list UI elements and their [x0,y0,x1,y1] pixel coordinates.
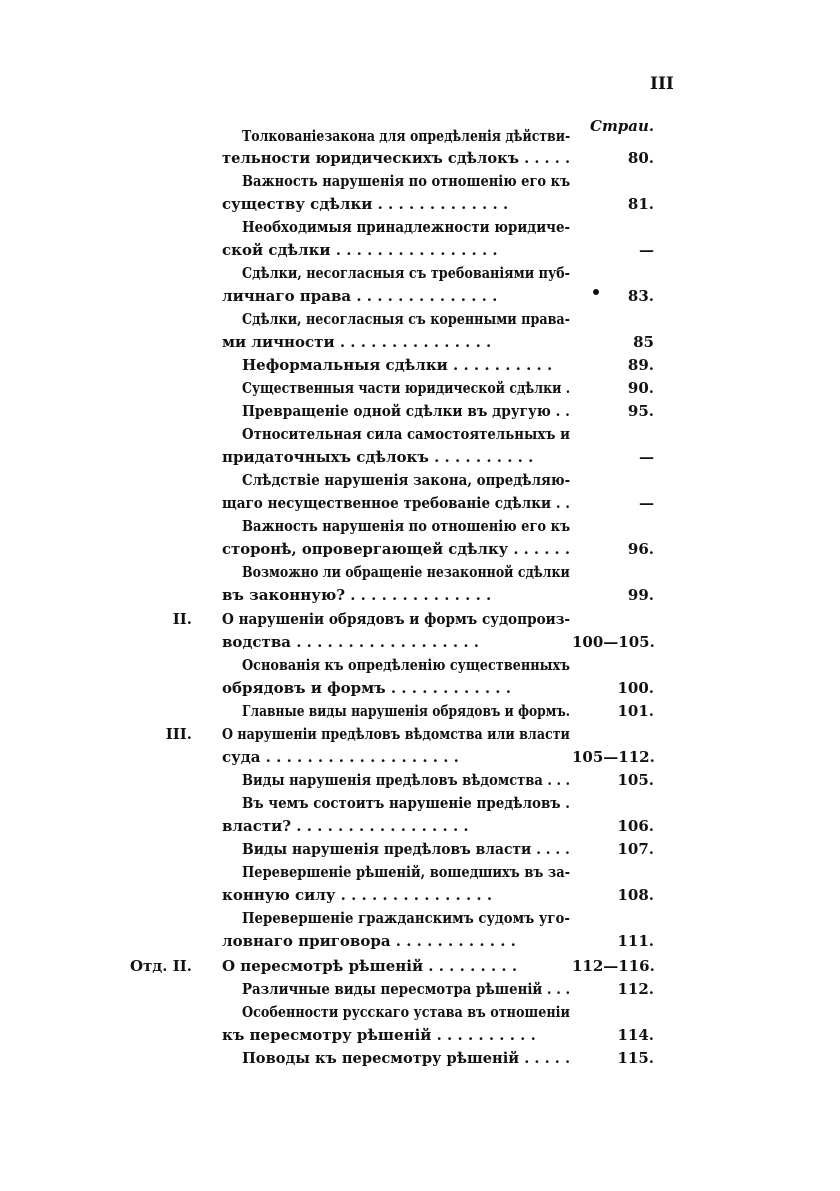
toc-entry [0,907,840,930]
toc-entry-text: личнаго права . . . . . . . . . . . . . . [222,287,498,305]
toc-page-number: 83. [627,287,654,305]
toc-section-number: Отд. II. [129,957,192,975]
toc-entry-text: Превращеніе одной сдѣлки въ другую . . [242,402,570,420]
toc-entry [0,746,840,769]
toc-entry-text: Необходимыя принадлежности юридиче- [242,218,571,236]
toc-page-number: 96. [627,540,654,558]
toc-entry-text: Поводы къ пересмотру рѣшеній . . . . . [242,1049,571,1067]
page-number: III [650,74,674,94]
toc-entry-text: Важность нарушенія по отношенію его къ [242,517,571,535]
toc-entry-text: Слѣдствіе нарушенія закона, опредѣляю- [242,471,571,489]
toc-entry-text: въ законную? . . . . . . . . . . . . . . [222,586,492,604]
toc-entry-text: О нарушеніи предѣловъ вѣдомства или власти [222,725,570,743]
toc-page-number: 112. [617,980,654,998]
toc-entry [0,631,840,654]
toc-entry [0,955,840,978]
toc-page-number: 90. [627,379,654,397]
toc-entry-text: конную силу . . . . . . . . . . . . . . . [222,886,493,904]
toc-entry [0,377,840,400]
toc-entry-text: Особенности русскаго устава въ отношеніи [242,1003,570,1021]
toc-entry [0,216,840,239]
toc-entry-text: существу сдѣлки . . . . . . . . . . . . . [222,195,509,213]
toc-page-number: 114. [617,1026,654,1044]
toc-section-number: II. [172,610,192,628]
toc-entry [0,608,840,631]
toc-entry-text: ской сдѣлки . . . . . . . . . . . . . . . . [222,241,498,259]
toc-entry [0,285,840,308]
toc-entry-text: Важность нарушенія по отношенію его къ [242,172,571,190]
toc-entry [0,125,840,148]
toc-page-number: 95. [627,402,654,420]
toc-entry [0,423,840,446]
toc-entry [0,262,840,285]
page-column-heading: Страи. [590,117,655,135]
toc-page-number: 115. [617,1049,654,1067]
toc-entry-text: придаточныхъ сдѣлокъ . . . . . . . . . . [222,448,534,466]
toc-entry-text: власти? . . . . . . . . . . . . . . . . . [222,817,469,835]
toc-entry-text: Сдѣлки, несогласныя съ коренными права- [242,310,570,328]
toc-page-number: 111. [617,932,654,950]
toc-entry [0,331,840,354]
toc-page-number: 105. [617,771,654,789]
toc-page-number: 89. [627,356,654,374]
toc-entry-text: тельности юридическихъ сдѣлокъ . . . . . [222,149,571,167]
toc-entry [0,515,840,538]
toc-entry [0,677,840,700]
toc-entry-text: О пересмотрѣ рѣшеній . . . . . . . . . [222,957,518,975]
toc-section-number: III. [165,725,192,743]
toc-entry-text: Толкованіезакона для опредѣленія дѣйстви- [242,127,571,145]
toc-entry-text: сторонѣ, опровергающей сдѣлку . . . . . . [222,540,571,558]
toc-page-number: — [639,241,654,259]
toc-entry [0,1024,840,1047]
toc-page-number: 108. [617,886,654,904]
toc-page-number: 100. [617,679,654,697]
toc-entry-text: водства . . . . . . . . . . . . . . . . . . [222,633,479,651]
toc-entry [0,1001,840,1024]
toc-page-number: 101. [617,702,654,720]
toc-entry [0,354,840,377]
toc-entry [0,308,840,331]
toc-page-number: 106. [617,817,654,835]
toc-entry-text: ловнаго приговора . . . . . . . . . . . . [222,932,516,950]
toc-entry-text: Виды нарушенія предѣловъ вѣдомства . . . [242,771,571,789]
toc-entry [0,654,840,677]
toc-entry-text: Главные виды нарушенія обрядовъ и формъ. [242,702,570,720]
toc-entry-text: Возможно ли обращеніе незаконной сдѣлки [242,563,570,581]
toc-entry [0,723,840,746]
toc-page-number: 112—116. [572,957,655,975]
toc-page-number: 100—105. [572,633,655,651]
toc-entry-text: Существенныя части юридической сдѣлки . [242,379,571,397]
toc-entry [0,170,840,193]
toc-entry-text: Сдѣлки, несогласныя съ требованіями пуб- [242,264,570,282]
toc-entry [0,561,840,584]
toc-entry [0,193,840,216]
toc-entry [0,584,840,607]
toc-entry-text: Неформальныя сдѣлки . . . . . . . . . . [242,356,553,374]
toc-entry-text: Основанія къ опредѣленію существенныхъ [242,656,571,674]
toc-entry [0,769,840,792]
toc-entry-text: Перевершеніе рѣшеній, вошедшихъ въ за- [242,863,571,881]
toc-entry [0,1047,840,1070]
toc-entry-text: щаго несущественное требованіе сдѣлки . . [222,494,571,512]
toc-entry-text: Перевершеніе гражданскимъ судомъ уго- [242,909,570,927]
toc-entry-text: ми личности . . . . . . . . . . . . . . . [222,333,492,351]
toc-page-number: 99. [627,586,654,604]
toc-entry-text: О нарушеніи обрядовъ и формъ судопроиз- [222,610,571,628]
toc-page-number: — [639,494,654,512]
toc-entry [0,538,840,561]
toc-page-number: 80. [627,149,654,167]
toc-entry [0,978,840,1001]
toc-entry [0,400,840,423]
toc-entry-text: суда . . . . . . . . . . . . . . . . . . . [222,748,459,766]
toc-entry-text: Виды нарушенія предѣловъ власти . . . . [242,840,570,858]
toc-entry [0,147,840,170]
toc-entry [0,838,840,861]
toc-entry-text: Въ чемъ состоитъ нарушеніе предѣловъ . [242,794,570,812]
toc-entry [0,815,840,838]
toc-entry [0,884,840,907]
toc-entry-text: обрядовъ и формъ . . . . . . . . . . . . [222,679,511,697]
toc-entry [0,446,840,469]
toc-entry-text: къ пересмотру рѣшеній . . . . . . . . . . [222,1026,536,1044]
toc-entry [0,469,840,492]
toc-page-number: 81. [627,195,654,213]
toc-entry-text: Относительная сила самостоятельныхъ и [242,425,571,443]
toc-entry [0,792,840,815]
toc-entry [0,492,840,515]
toc-entry-text: Различные виды пересмотра рѣшеній . . . [242,980,571,998]
toc-page-number: 107. [617,840,654,858]
toc-entry [0,861,840,884]
toc-entry [0,700,840,723]
toc-page-number: — [639,448,654,466]
toc-entry [0,239,840,262]
toc-page-number: 85 [633,333,654,351]
toc-page-number: 105—112. [572,748,655,766]
toc-entry [0,930,840,953]
